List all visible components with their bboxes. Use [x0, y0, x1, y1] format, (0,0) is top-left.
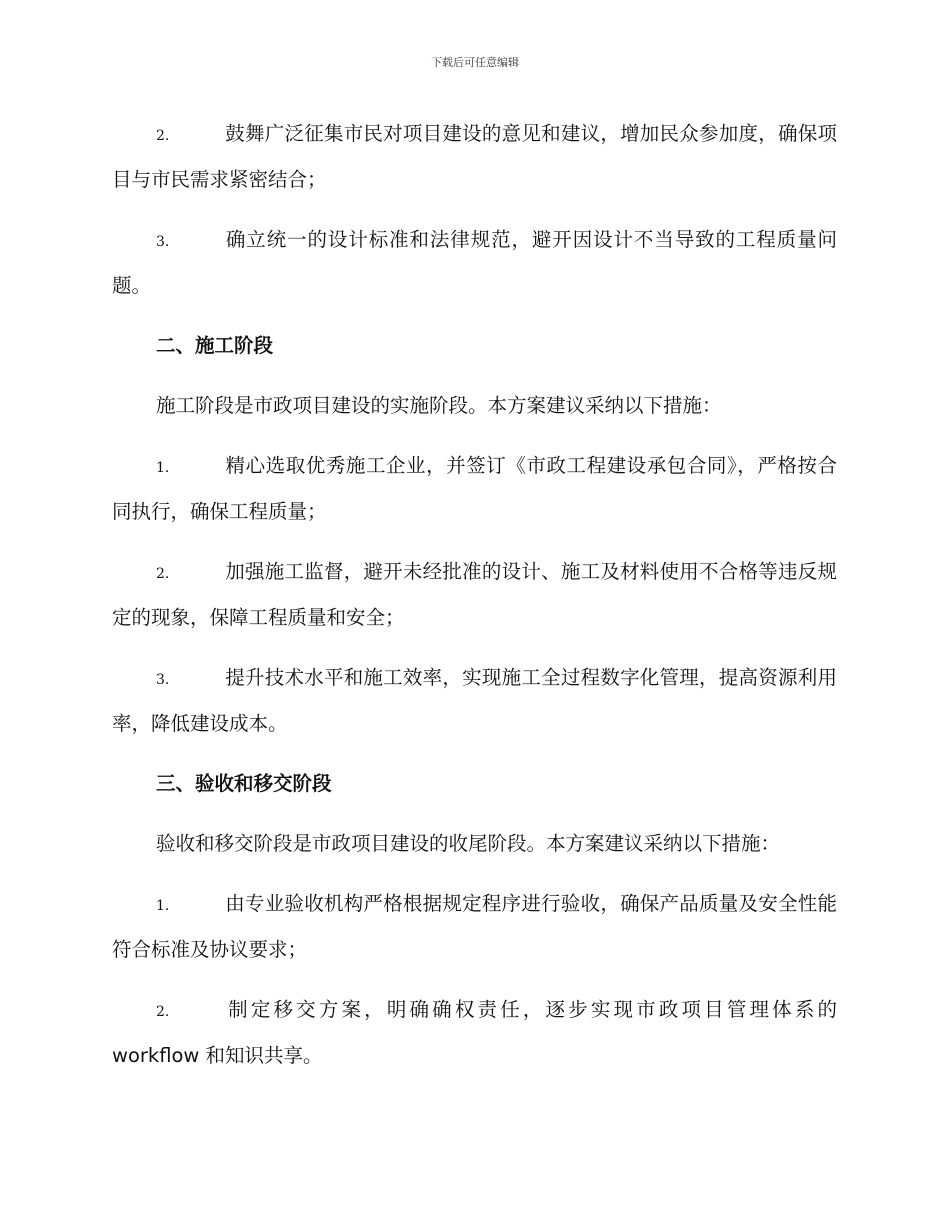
list-item-text: 确立统一的设计标准和法律规范，避开因设计不当导致的工程质量问题。 [112, 228, 837, 297]
list-item-acceptance-1 [112, 882, 837, 971]
list-number: 2. [156, 566, 170, 582]
section-intro-construction: 施工阶段是市政项目建设的实施阶段。本方案建议采纳以下措施： [156, 394, 722, 417]
section-heading-acceptance: 三、验收和移交阶段 [156, 772, 332, 795]
list-item-construction-2 [112, 550, 837, 639]
list-item-text: 制定移交方案，明确确权责任，逐步实现市政项目管理体系的workflow 和知识共享。 [112, 998, 837, 1067]
list-number: 2. [156, 128, 170, 144]
list-number: 1. [156, 898, 170, 914]
section-heading-construction: 二、施工阶段 [156, 334, 274, 357]
list-number: 1. [156, 460, 170, 476]
list-item-construction-1 [112, 444, 837, 533]
list-item-text: 鼓舞广泛征集市民对项目建设的意见和建议，增加民众参加度，确保项目与市民需求紧密结合； [112, 122, 837, 191]
list-item-text: 由专业验收机构严格根据规定程序进行验收，确保产品质量及安全性能符合标准及协议要求； [112, 892, 837, 961]
list-item-text: 提升技术水平和施工效率，实现施工全过程数字化管理，提高资源利用率，降低建设成本。 [112, 666, 837, 735]
document-body [112, 112, 837, 1094]
list-item-text: 加强施工监督，避开未经批准的设计、施工及材料使用不合格等违反规定的现象，保障工程质量和安全； [112, 560, 837, 629]
list-number: 2. [156, 1004, 170, 1020]
list-number: 3. [156, 234, 170, 250]
list-item-acceptance-2 [112, 988, 837, 1077]
list-number: 3. [156, 672, 170, 688]
list-item-text: 精心选取优秀施工企业，并签订《市政工程建设承包合同》，严格按合同执行，确保工程质量； [112, 454, 837, 523]
section-intro-acceptance: 验收和移交阶段是市政项目建设的收尾阶段。本方案建议采纳以下措施： [156, 832, 781, 855]
list-item-design-2 [112, 112, 837, 201]
page-header-note: 下载后可任意编辑 [431, 56, 519, 69]
list-item-construction-3 [112, 656, 837, 745]
list-item-design-3 [112, 218, 837, 307]
